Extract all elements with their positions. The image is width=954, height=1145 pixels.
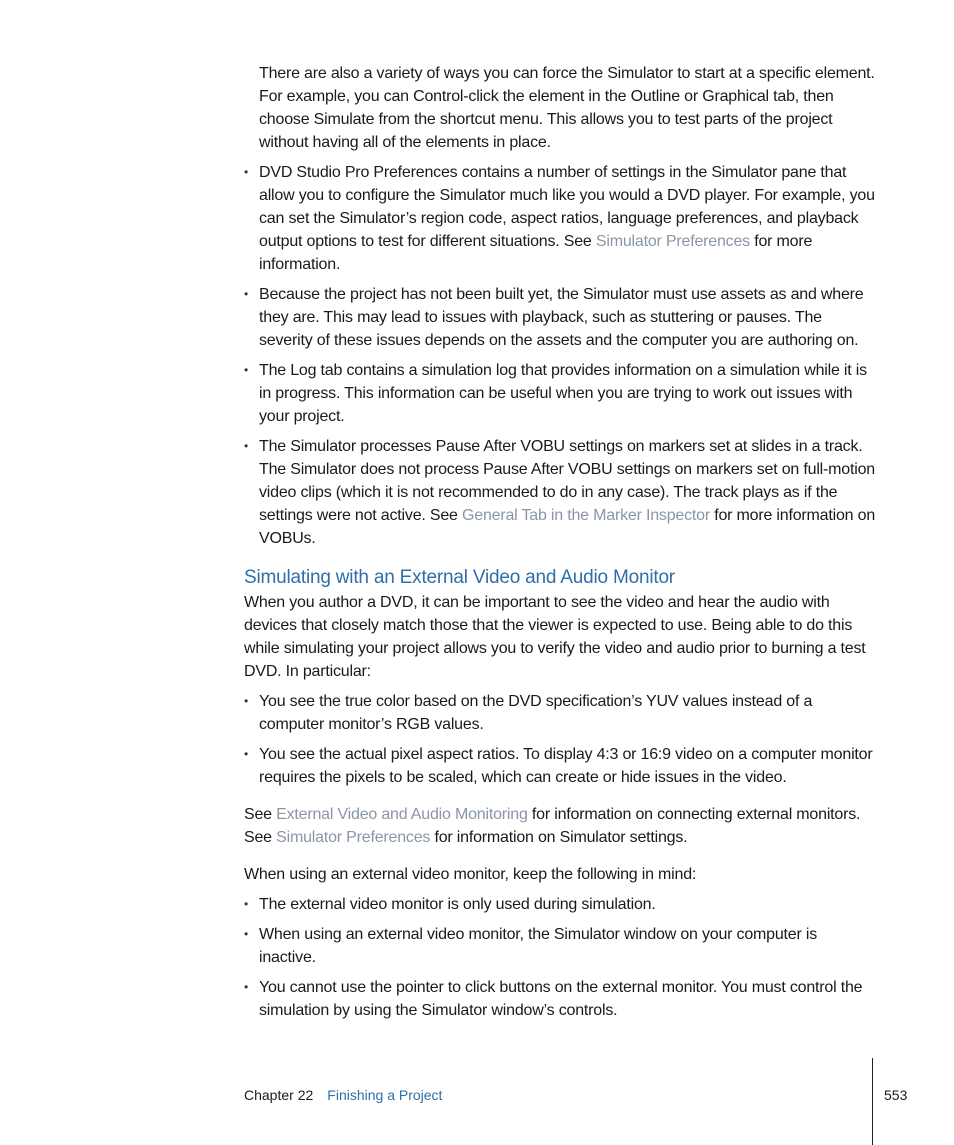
list-item [244, 976, 876, 1022]
list-item [244, 690, 876, 736]
link-general-tab-marker-inspector[interactable]: General Tab in the Marker Inspector [462, 507, 710, 524]
keep-in-mind-paragraph: When using an external video monitor, keep the following in mind: [244, 866, 697, 883]
link-external-video-audio-monitoring[interactable]: External Video and Audio Monitoring [276, 806, 528, 823]
page-footer [244, 1087, 442, 1103]
chapter-label: Chapter 22 [244, 1087, 314, 1103]
bullet-icon: • [244, 694, 249, 708]
list-item-text: Because the project has not been built yet, the Simulator must use assets as and where they are. This may lead to issues with playback, such as stuttering or pauses. The severity of these issues depends on the assets and the computer you are authoring on. [259, 286, 864, 349]
list-item [244, 743, 876, 789]
bullet-icon: • [244, 287, 249, 301]
intro-paragraph: There are also a variety of ways you can force the Simulator to start at a specific element. For example, you can Control-click the element in the Outline or Graphical tab, then choose Simulate from the shortcut menu. This allows you to test parts of the project without having all of the elements in place. [259, 65, 875, 151]
list-item-text: When using an external video monitor, the Simulator window on your computer is inactive. [259, 926, 818, 966]
bullet-icon: • [244, 439, 249, 453]
list-item-text: The external video monitor is only used during simulation. [259, 896, 656, 913]
bullet-list-external-monitor [244, 893, 876, 1022]
bullet-icon: • [244, 363, 249, 377]
section-intro: When you author a DVD, it can be important to see the video and hear the audio with devices that closely match those that the viewer is expected to use. Being able to do this while simulating your project allows you to verify the video and audio prior to burning a test DVD. In particular: [244, 594, 866, 680]
see-text: See [244, 829, 277, 846]
list-item-text: for more information. [259, 233, 813, 273]
bullet-icon: • [244, 927, 249, 941]
list-item-text: You cannot use the pointer to click buttons on the external monitor. You must control the simulation by using the Simulator window’s controls. [259, 979, 863, 1019]
chapter-title-link[interactable]: Finishing a Project [327, 1087, 443, 1103]
list-item [244, 923, 876, 969]
link-simulator-preferences-2[interactable]: Simulator Preferences [276, 829, 431, 846]
bullet-icon: • [244, 747, 249, 761]
list-item-text: for more information on VOBUs. [259, 507, 876, 547]
list-item [244, 893, 876, 916]
footer-divider [872, 1058, 873, 1145]
see-text: See [244, 806, 277, 823]
bullet-icon: • [244, 980, 249, 994]
bullet-list-particulars [244, 690, 876, 789]
section-heading: Simulating with an External Video and Audio Monitor [244, 567, 675, 588]
list-item-text: The Log tab contains a simulation log that provides information on a simulation while it is in progress. This information can be useful when you are trying to work out issues with your project. [259, 362, 867, 425]
list-item [244, 283, 876, 352]
page-content [244, 62, 876, 1022]
list-item [244, 161, 876, 276]
bullet-icon: • [244, 897, 249, 911]
page-number: 553 [884, 1087, 908, 1103]
list-item-text: DVD Studio Pro Preferences contains a number of settings in the Simulator pane that allow you to configure the Simulator much like you would a DVD player. For example, you can set the Simulator’s region code, aspect ratios, language preferences, and playback output options to test for different situations. See [259, 164, 875, 250]
bullet-icon: • [244, 165, 249, 179]
list-item [244, 435, 876, 550]
see-text: for information on Simulator settings. [430, 829, 688, 846]
list-item-text: You see the true color based on the DVD specification’s YUV values instead of a computer monitor’s RGB values. [259, 693, 813, 733]
see-paragraph [244, 803, 876, 849]
see-text: for information on connecting external monitors. [527, 806, 861, 823]
list-item-text: You see the actual pixel aspect ratios. To display 4:3 or 16:9 video on a computer monitor requires the pixels to be scaled, which can create or hide issues in the video. [259, 746, 873, 786]
list-item-text: The Simulator processes Pause After VOBU settings on markers set at slides in a track. The Simulator does not process Pause After VOBU settings on markers set on full-motion video clips (which it is not recommended to do in any case). The track plays as if the settings were not active. See [259, 438, 875, 524]
link-simulator-preferences[interactable]: Simulator Preferences [595, 233, 750, 250]
bullet-list-simulator-notes [244, 161, 876, 550]
list-item [244, 359, 876, 428]
